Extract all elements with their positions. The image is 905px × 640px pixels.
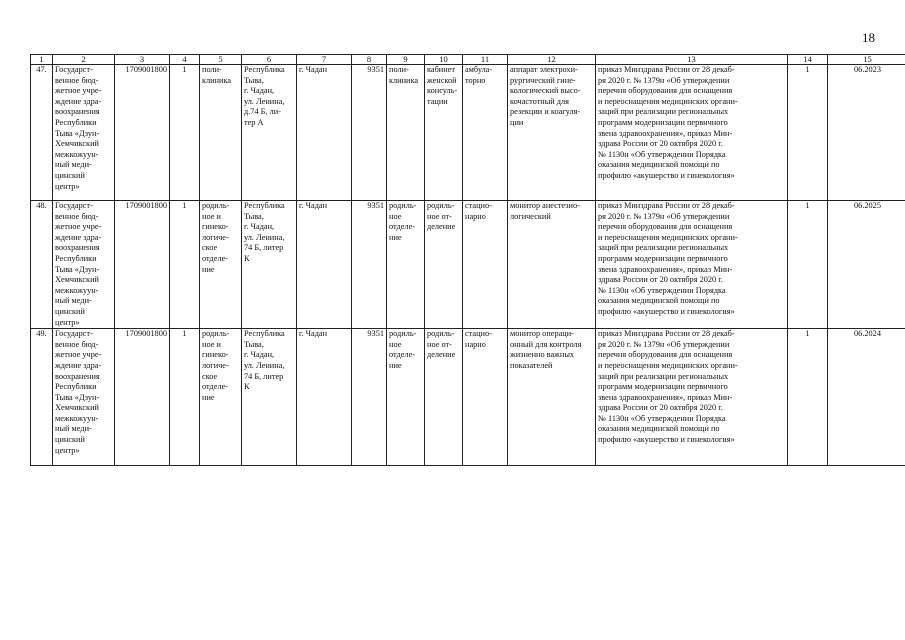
row-number: 49. xyxy=(31,329,53,466)
column-8-value: 9351 xyxy=(352,201,387,329)
column-header: 12 xyxy=(508,55,596,65)
column-header: 3 xyxy=(115,55,170,65)
column-header: 5 xyxy=(200,55,242,65)
quantity: 1 xyxy=(788,65,828,201)
organization-code: 1709001800 xyxy=(115,201,170,329)
equipment-name: монитор анестезио- логический xyxy=(508,201,596,329)
row-number: 47. xyxy=(31,65,53,201)
organization-name: Государст- венное бюд- жетное учре- ждение здра- воохранения Республики Тыва «Дзун- Хемчикский межкожуун- ный меди- цинский центр» xyxy=(53,201,115,329)
department: родиль- ное отделе- ние xyxy=(387,329,425,466)
delivery-date: 06.2024 xyxy=(828,329,905,466)
column-4-value: 1 xyxy=(170,329,200,466)
column-header: 14 xyxy=(788,55,828,65)
unit-name: поли- клиника xyxy=(200,65,242,201)
care-type: амбула- торно xyxy=(463,65,508,201)
equipment-name: аппарат электрохи- рургический гине- кологический высо- кочастотный для резекции и коагуля- ции xyxy=(508,65,596,201)
city: г. Чадан xyxy=(297,65,352,201)
delivery-date: 06.2025 xyxy=(828,201,905,329)
address: Республика Тыва, г. Чадан, ул. Ленина, 74 Б, литер К xyxy=(242,201,297,329)
table-row xyxy=(31,329,905,466)
column-8-value: 9351 xyxy=(352,329,387,466)
column-header: 6 xyxy=(242,55,297,65)
organization-code: 1709001800 xyxy=(115,329,170,466)
room: родиль- ное от- деление xyxy=(425,329,463,466)
organization-code: 1709001800 xyxy=(115,65,170,201)
equipment-name: монитор операци- онный для контроля жизненно важных показателей xyxy=(508,329,596,466)
regulation-order: приказ Минздрава России от 28 декаб- ря 2020 г. № 1379н «Об утверждении перечня оборудования для оснащения и переоснащения медицинских органи- заций при реализации региональных программ модернизации первичного звена здравоохранения», приказ Мин- здрава России от 20 октября 2020 г. № 1130н «Об утверждении Порядка оказания медицинской помощи по профилю «акушерство и гинекология» xyxy=(596,201,788,329)
table-row xyxy=(31,201,905,329)
column-header: 2 xyxy=(53,55,115,65)
table-row xyxy=(31,65,905,201)
column-header: 8 xyxy=(352,55,387,65)
quantity: 1 xyxy=(788,201,828,329)
equipment-table xyxy=(30,54,905,466)
organization-name: Государст- венное бюд- жетное учре- ждение здра- воохранения Республики Тыва «Дзун- Хемчикский межкожуун- ный меди- цинский центр» xyxy=(53,65,115,201)
column-header: 11 xyxy=(463,55,508,65)
city: г. Чадан xyxy=(297,201,352,329)
quantity: 1 xyxy=(788,329,828,466)
column-number-row xyxy=(31,55,905,65)
column-8-value: 9351 xyxy=(352,65,387,201)
address: Республика Тыва, г. Чадан, ул. Ленина, 74 Б, литер К xyxy=(242,329,297,466)
address: Республика Тыва, г. Чадан, ул. Ленина, д.74 Б, ли- тер А xyxy=(242,65,297,201)
room: родиль- ное от- деление xyxy=(425,201,463,329)
regulation-order: приказ Минздрава России от 28 декаб- ря 2020 г. № 1379н «Об утверждении перечня оборудования для оснащения и переоснащения медицинских органи- заций при реализации региональных программ модернизации первичного звена здравоохранения», приказ Мин- здрава России от 20 октября 2020 г. № 1130н «Об утверждении Порядка оказания медицинской помощи по профилю «акушерство и гинекология» xyxy=(596,65,788,201)
regulation-order: приказ Минздрава России от 28 декаб- ря 2020 г. № 1379н «Об утверждении перечня оборудования для оснащения и переоснащения медицинских органи- заций при реализации региональных программ модернизации первичного звена здравоохранения», приказ Мин- здрава России от 20 октября 2020 г. № 1130н «Об утверждении Порядка оказания медицинской помощи по профилю «акушерство и гинекология» xyxy=(596,329,788,466)
column-header: 7 xyxy=(297,55,352,65)
page-number: 18 xyxy=(862,30,875,45)
column-4-value: 1 xyxy=(170,65,200,201)
care-type: стацио- нарно xyxy=(463,329,508,466)
row-number: 48. xyxy=(31,201,53,329)
city: г. Чадан xyxy=(297,329,352,466)
care-type: стацио- нарно xyxy=(463,201,508,329)
column-header: 10 xyxy=(425,55,463,65)
department: поли- клиника xyxy=(387,65,425,201)
room: кабинет женской консуль- тации xyxy=(425,65,463,201)
delivery-date: 06.2023 xyxy=(828,65,905,201)
unit-name: родиль- ное и гинеко- логиче- ское отделе- ние xyxy=(200,329,242,466)
unit-name: родиль- ное и гинеко- логиче- ское отделе- ние xyxy=(200,201,242,329)
column-4-value: 1 xyxy=(170,201,200,329)
column-header: 15 xyxy=(828,55,905,65)
column-header: 4 xyxy=(170,55,200,65)
column-header: 1 xyxy=(31,55,53,65)
organization-name: Государст- венное бюд- жетное учре- ждение здра- воохранения Республики Тыва «Дзун- Хемчикский межкожуун- ный меди- цинский центр» xyxy=(53,329,115,466)
column-header: 13 xyxy=(596,55,788,65)
column-header: 9 xyxy=(387,55,425,65)
department: родиль- ное отделе- ние xyxy=(387,201,425,329)
